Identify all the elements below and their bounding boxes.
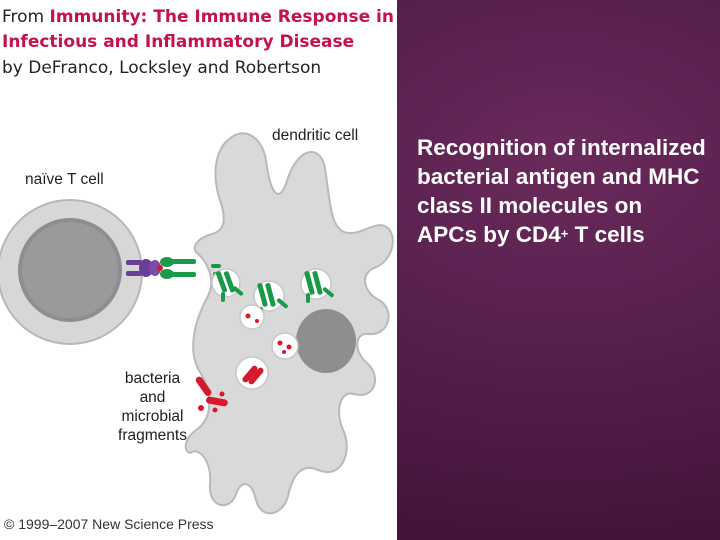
label-bacteria-fragments (115, 369, 190, 445)
phagosome-fragments-icon (272, 333, 298, 359)
slide-headline (417, 133, 707, 249)
mhc-class-ii-surface-icon (157, 257, 196, 279)
t-cell-nucleus-highlight (22, 222, 118, 318)
label-naive-t-cell: naïve T cell (25, 171, 104, 188)
headline-superscript: + (560, 226, 569, 241)
headline-text: Recognition of internalized bacterial antigen and MHC class II molecules on APCs by CD4 (417, 135, 706, 247)
label-bacteria-line: fragments (118, 427, 187, 444)
book-title-line-2: Infectious and Inflammatory Disease (2, 32, 355, 52)
phagosome-fragments-icon (240, 305, 264, 329)
headline-text-end: T cells (568, 222, 645, 247)
phagosome-bacteria-icon (236, 357, 268, 389)
label-bacteria-line: bacteria (124, 370, 181, 387)
label-dendritic-cell: dendritic cell (272, 127, 359, 144)
source-prefix: From (2, 7, 50, 27)
label-bacteria-line: and (139, 389, 166, 406)
book-title-line-1: Immunity: The Immune Response in (49, 7, 394, 27)
label-bacteria-line: microbial (121, 408, 184, 425)
dendritic-cell-nucleus (296, 309, 356, 373)
dendritic-cell-body (186, 133, 393, 513)
copyright-notice: © 1999–2007 New Science Press (4, 516, 214, 532)
book-authors: by DeFranco, Locksley and Robertson (2, 58, 322, 78)
